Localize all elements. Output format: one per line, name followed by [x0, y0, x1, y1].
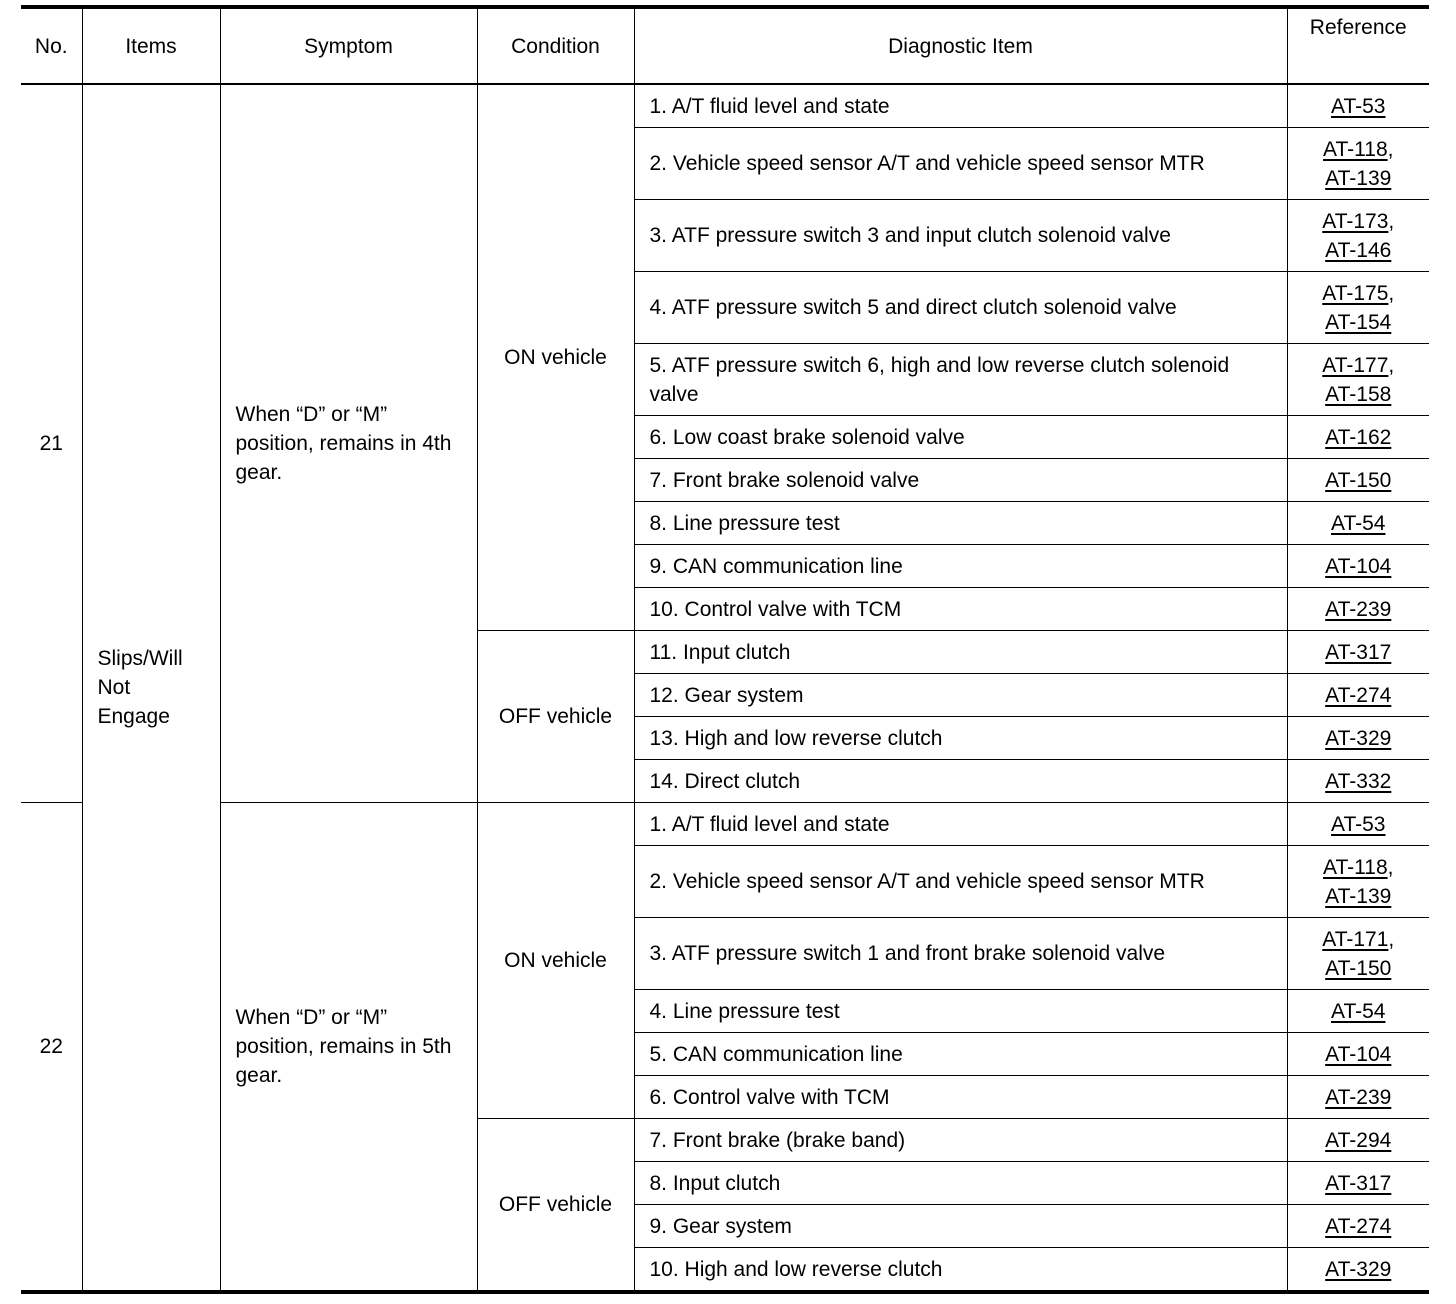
reference-cell — [1287, 502, 1429, 545]
reference-link[interactable]: AT-171 — [1322, 927, 1389, 951]
diagnostic-item: 5. ATF pressure switch 6, high and low reverse clutch solenoid valve — [634, 344, 1287, 416]
reference-cell — [1287, 1162, 1429, 1205]
reference-cell: AT-118, AT-139 — [1287, 128, 1429, 200]
diagnostic-item: 6. Control valve with TCM — [634, 1076, 1287, 1119]
reference-link[interactable]: AT-294 — [1325, 1128, 1392, 1152]
reference-link[interactable]: AT-54 — [1331, 511, 1386, 535]
table-body — [21, 84, 1429, 1292]
reference-link[interactable]: AT-154 — [1325, 310, 1392, 334]
diagnostic-item: 5. CAN communication line — [634, 1033, 1287, 1076]
diagnostic-item: 14. Direct clutch — [634, 760, 1287, 803]
header-reference: Reference — [1287, 7, 1429, 84]
reference-link[interactable]: AT-104 — [1325, 554, 1392, 578]
reference-link[interactable]: AT-173 — [1322, 209, 1389, 233]
reference-link[interactable]: AT-239 — [1325, 597, 1392, 621]
reference-link[interactable]: AT-139 — [1325, 884, 1392, 908]
table-header-row — [21, 7, 1429, 84]
condition-off-vehicle: OFF vehicle — [477, 631, 634, 803]
symptom-number: 21 — [21, 84, 82, 803]
symptom-description: When “D” or “M” position, remains in 5th gear. — [220, 803, 477, 1293]
reference-cell — [1287, 760, 1429, 803]
diagnostic-table — [21, 5, 1429, 1294]
reference-link[interactable]: AT-104 — [1325, 1042, 1392, 1066]
reference-cell: AT-171, AT-150 — [1287, 918, 1429, 990]
reference-cell: AT-173, AT-146 — [1287, 200, 1429, 272]
header-no: No. — [21, 7, 82, 84]
condition-on-vehicle: ON vehicle — [477, 803, 634, 1119]
symptom-number: 22 — [21, 803, 82, 1293]
reference-cell — [1287, 588, 1429, 631]
reference-cell: AT-177, AT-158 — [1287, 344, 1429, 416]
reference-cell — [1287, 545, 1429, 588]
reference-link[interactable]: AT-54 — [1331, 999, 1386, 1023]
items-category: Slips/Will Not Engage — [82, 84, 220, 1292]
reference-link[interactable]: AT-329 — [1325, 1257, 1392, 1281]
header-items: Items — [82, 7, 220, 84]
diagnostic-item: 3. ATF pressure switch 1 and front brake solenoid valve — [634, 918, 1287, 990]
diagnostic-item: 4. ATF pressure switch 5 and direct clutch solenoid valve — [634, 272, 1287, 344]
reference-cell — [1287, 1205, 1429, 1248]
diagnostic-item: 1. A/T fluid level and state — [634, 84, 1287, 128]
diagnostic-item: 6. Low coast brake solenoid valve — [634, 416, 1287, 459]
diagnostic-item: 9. CAN communication line — [634, 545, 1287, 588]
reference-cell — [1287, 803, 1429, 846]
diagnostic-item: 11. Input clutch — [634, 631, 1287, 674]
reference-link[interactable]: AT-146 — [1325, 238, 1392, 262]
reference-cell — [1287, 717, 1429, 760]
reference-cell — [1287, 84, 1429, 128]
header-symptom: Symptom — [220, 7, 477, 84]
reference-cell — [1287, 1033, 1429, 1076]
reference-cell — [1287, 674, 1429, 717]
diagnostic-item: 8. Input clutch — [634, 1162, 1287, 1205]
diagnostic-item: 12. Gear system — [634, 674, 1287, 717]
diagnostic-item: 10. High and low reverse clutch — [634, 1248, 1287, 1293]
reference-cell — [1287, 1076, 1429, 1119]
table-row — [21, 84, 1429, 128]
reference-link[interactable]: AT-177 — [1322, 353, 1389, 377]
reference-cell: AT-118, AT-139 — [1287, 846, 1429, 918]
condition-off-vehicle: OFF vehicle — [477, 1119, 634, 1293]
header-condition: Condition — [477, 7, 634, 84]
symptom-description: When “D” or “M” position, remains in 4th gear. — [220, 84, 477, 803]
reference-link[interactable]: AT-162 — [1325, 425, 1392, 449]
diagnostic-item: 1. A/T fluid level and state — [634, 803, 1287, 846]
reference-link[interactable]: AT-317 — [1325, 640, 1392, 664]
diagnostic-item: 3. ATF pressure switch 3 and input clutch solenoid valve — [634, 200, 1287, 272]
reference-link[interactable]: AT-317 — [1325, 1171, 1392, 1195]
reference-link[interactable]: AT-329 — [1325, 726, 1392, 750]
reference-link[interactable]: AT-332 — [1325, 769, 1392, 793]
reference-cell — [1287, 459, 1429, 502]
reference-link[interactable]: AT-274 — [1325, 1214, 1392, 1238]
reference-cell — [1287, 416, 1429, 459]
diagnostic-item: 8. Line pressure test — [634, 502, 1287, 545]
reference-link[interactable]: AT-118 — [1323, 137, 1388, 161]
reference-link[interactable]: AT-118 — [1323, 855, 1388, 879]
reference-link[interactable]: AT-274 — [1325, 683, 1392, 707]
reference-cell — [1287, 1119, 1429, 1162]
reference-link[interactable]: AT-150 — [1325, 468, 1392, 492]
reference-link[interactable]: AT-53 — [1331, 812, 1386, 836]
reference-cell: AT-175, AT-154 — [1287, 272, 1429, 344]
reference-link[interactable]: AT-150 — [1325, 956, 1392, 980]
reference-cell — [1287, 1248, 1429, 1293]
reference-link[interactable]: AT-139 — [1325, 166, 1392, 190]
reference-cell — [1287, 990, 1429, 1033]
diagnostic-item: 2. Vehicle speed sensor A/T and vehicle speed sensor MTR — [634, 846, 1287, 918]
reference-link[interactable]: AT-53 — [1331, 94, 1386, 118]
diagnostic-item: 10. Control valve with TCM — [634, 588, 1287, 631]
reference-link[interactable]: AT-175 — [1322, 281, 1389, 305]
diagnostic-item: 9. Gear system — [634, 1205, 1287, 1248]
diagnostic-item: 13. High and low reverse clutch — [634, 717, 1287, 760]
reference-cell — [1287, 631, 1429, 674]
diagnostic-item: 2. Vehicle speed sensor A/T and vehicle speed sensor MTR — [634, 128, 1287, 200]
table-row — [21, 803, 1429, 846]
diagnostic-item: 7. Front brake (brake band) — [634, 1119, 1287, 1162]
reference-link[interactable]: AT-158 — [1325, 382, 1392, 406]
diagnostic-item: 4. Line pressure test — [634, 990, 1287, 1033]
header-diagnostic-item: Diagnostic Item — [634, 7, 1287, 84]
condition-on-vehicle: ON vehicle — [477, 84, 634, 631]
diagnostic-item: 7. Front brake solenoid valve — [634, 459, 1287, 502]
reference-link[interactable]: AT-239 — [1325, 1085, 1392, 1109]
